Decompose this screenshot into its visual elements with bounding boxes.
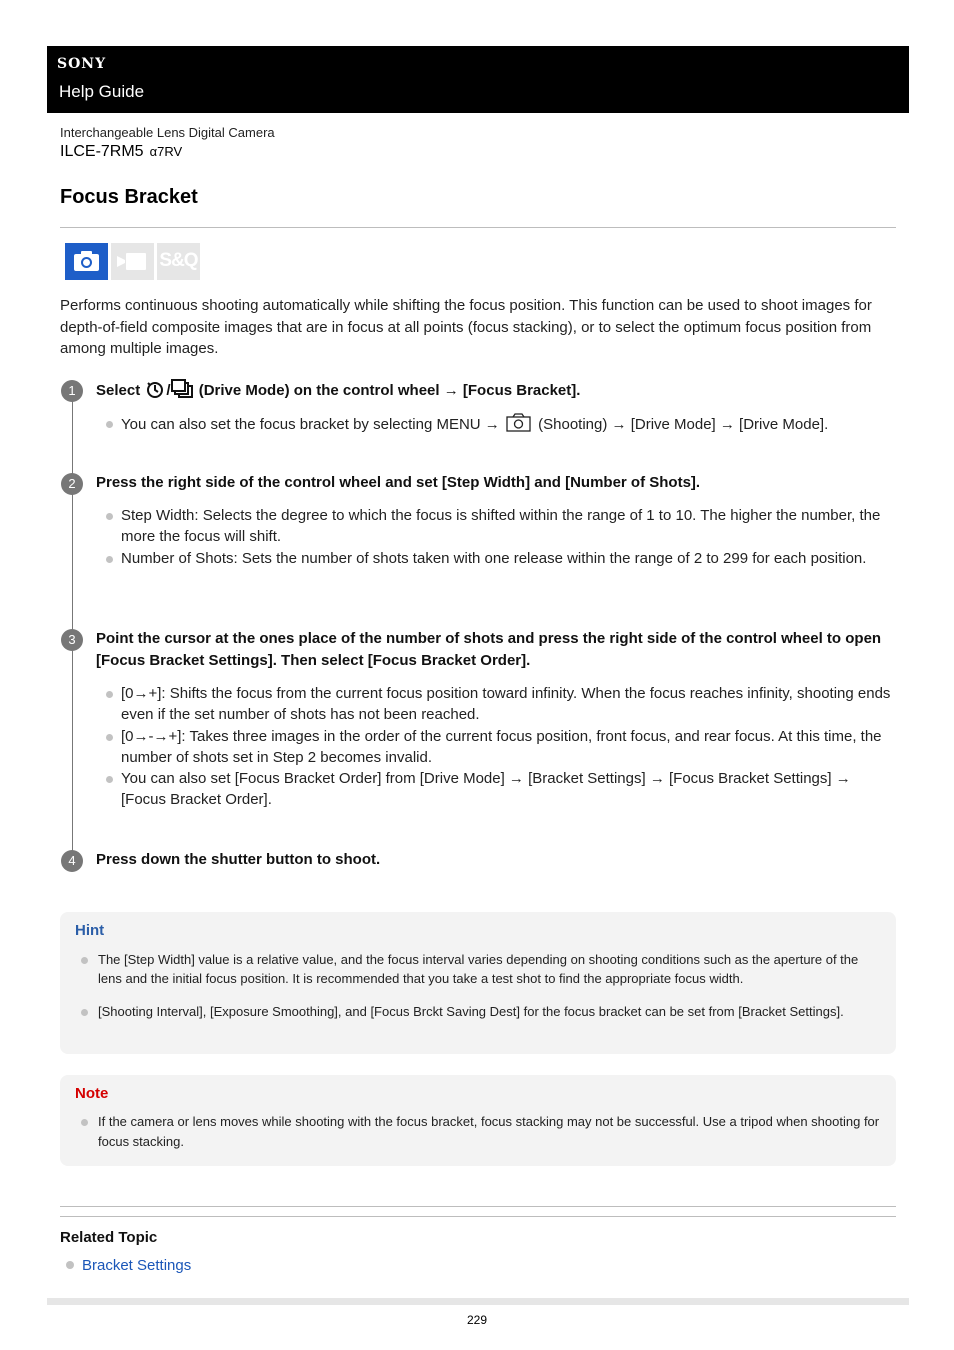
model-name — [60, 143, 182, 161]
related-divider-top — [60, 1206, 896, 1207]
step-2-bullets — [104, 505, 894, 569]
slash: / — [166, 382, 171, 399]
related-link-bracket-settings[interactable] — [66, 1257, 191, 1274]
step-1-title-rest: (Drive Mode) on the control wheel → [Focus Bracket]. — [198, 382, 581, 399]
sq-label: S&Q — [159, 250, 198, 271]
page-number: 229 — [466, 1313, 488, 1327]
sony-logo: SONY — [57, 56, 107, 72]
step-number-1: 1 — [61, 380, 83, 402]
title-divider — [60, 227, 896, 228]
hint-box — [60, 912, 896, 1054]
step-number-3: 3 — [61, 629, 83, 651]
list-item — [80, 1112, 880, 1152]
step-2-title: Press the right side of the control wheel and set [Step Width] and [Number of Shots]. — [96, 474, 701, 491]
help-guide-title: Help Guide — [59, 82, 145, 101]
product-line: Interchangeable Lens Digital Camera — [60, 125, 275, 140]
continuous-shooting-icon — [171, 379, 195, 399]
list-item — [104, 548, 894, 569]
hint-title: Hint — [75, 922, 105, 939]
bullet-dot — [66, 1261, 74, 1269]
related-divider-bottom — [60, 1216, 896, 1217]
shooting-camera-icon — [504, 413, 534, 433]
bullet-text: [0→-→+]: Takes three images in the order of the current focus position, front focus, and rear focus. At this time, the number of shots set in Step 2 becomes invalid. — [121, 727, 882, 766]
list-item — [104, 505, 894, 548]
list-item — [104, 726, 894, 769]
bullet-dot — [106, 776, 113, 783]
step-number-4: 4 — [61, 850, 83, 872]
list-item — [104, 768, 894, 811]
model-code: ILCE-7RM5 — [60, 143, 144, 160]
bullet-dot — [106, 513, 113, 520]
bullet-dot — [81, 1119, 88, 1126]
related-topic-title: Related Topic — [60, 1229, 158, 1246]
page-title: Focus Bracket — [60, 186, 198, 208]
footer-bar — [47, 1298, 909, 1305]
step-3-bullets — [104, 683, 894, 811]
bullet-dot — [81, 957, 88, 964]
bullet-dot — [106, 556, 113, 563]
note-list — [80, 1112, 880, 1152]
step-1-bullets — [104, 413, 894, 435]
note-text: If the camera or lens moves while shooting with the focus bracket, focus stacking may not be successful. Use a tripod when shooting for focus stacking. — [98, 1114, 880, 1149]
step-1-title-select: Select — [96, 382, 141, 399]
bullet-dot — [106, 691, 113, 698]
bullet-text: [0→+]: Shifts the focus from the current focus position toward infinity. When the focus reaches infinity, shooting ends even if the set number of shots has not been reached. — [121, 685, 891, 724]
bullet-text: Step Width: Selects the degree to which the focus is shifted within the range of 1 to 10. The higher the number, the more the focus will shift. — [121, 507, 881, 546]
bullet-dot — [106, 421, 113, 428]
hint-list — [80, 950, 880, 1021]
photo-mode-camera-icon — [65, 243, 108, 280]
bullet-text: You can also set [Focus Bracket Order] from [Drive Mode] → [Bracket Settings] → [Focus Bracket Settings] → [Focus Bracket Order]. — [121, 770, 851, 809]
model-sub: α7RV — [149, 144, 183, 159]
list-item — [104, 413, 894, 435]
step-3-title: Point the cursor at the ones place of the number of shots and press the right side of the control wheel to open [Focus Bracket Settings]. Then select [Focus Bracket Order]. — [96, 630, 882, 669]
bullet-text: Number of Shots: Sets the number of shots taken with one release within the range of 2 to 299 for each position. — [121, 549, 867, 567]
intro-paragraph: Performs continuous shooting automatically while shifting the focus position. This function can be used to shoot images for depth-of-field composite images that are in focus at all points (focus stacking), or to select the optimum focus position from among multiple images. — [60, 297, 872, 357]
bullet-dot — [81, 1009, 88, 1016]
related-link-label: Bracket Settings — [82, 1257, 192, 1274]
note-title: Note — [75, 1085, 109, 1102]
list-item — [80, 950, 880, 988]
note-box — [60, 1075, 896, 1166]
list-item — [104, 683, 894, 726]
bullet-text-rest: (Shooting) → [Drive Mode] → [Drive Mode]. — [538, 416, 829, 433]
bullet-dot — [106, 734, 113, 741]
step-number-2: 2 — [61, 473, 83, 495]
slow-quick-mode-icon — [157, 243, 200, 280]
bullet-text: You can also set the focus bracket by selecting MENU → — [121, 416, 500, 433]
header-bar — [47, 46, 909, 113]
list-item — [80, 1002, 880, 1021]
step-1-title — [96, 379, 896, 402]
self-timer-icon — [144, 379, 166, 399]
movie-mode-icon — [111, 243, 154, 280]
hint-text: [Shooting Interval], [Exposure Smoothing], and [Focus Brckt Saving Dest] for the focus bracket can be set from [Bracket Settings]. — [98, 1004, 844, 1019]
step-4-title: Press down the shutter button to shoot. — [96, 851, 381, 868]
hint-text: The [Step Width] value is a relative value, and the focus interval varies depending on shooting conditions such as the aperture of the lens and the initial focus position. It is recommended that you take a test shot to find the appropriate focus width. — [98, 952, 859, 986]
steps-connector-line — [72, 392, 73, 862]
